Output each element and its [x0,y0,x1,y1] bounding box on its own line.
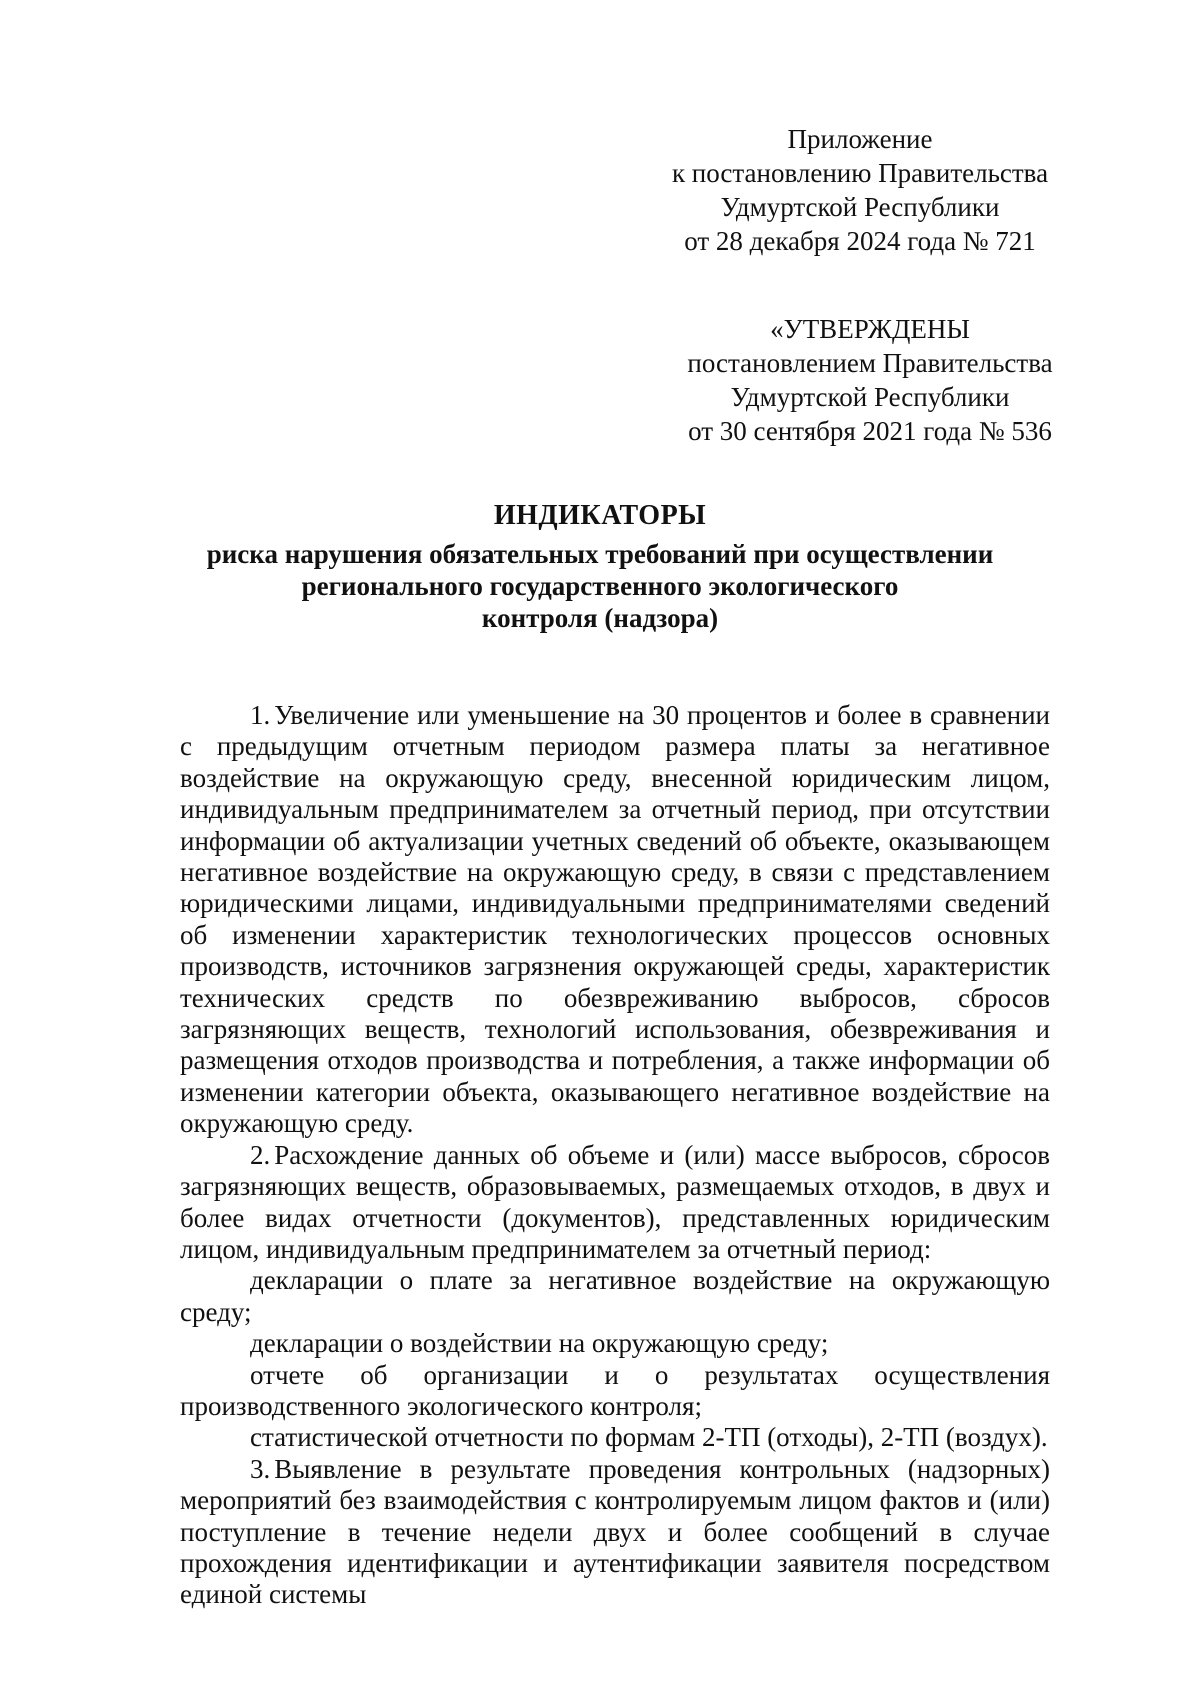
list-item [180,1360,1050,1423]
paragraph-number: 2. [250,1139,271,1170]
paragraph-text: Выявление в результате проведения контрольных (надзорных) мероприятий без взаимодействия с контролируемым лицом фактов и (или) поступление в течение недели двух и более сообщений в случае прохождения идентификации и аутентификации заявителя посредством единой системы [180,1453,1050,1610]
list-item-text: отчете об организации и о результатах осуществления производственного экологического контроля; [180,1359,1050,1421]
document-title [150,500,1050,634]
appendix-line: Удмуртской Республики [720,192,1000,222]
approved-line: постановлением Правительства [687,348,1053,378]
title-subline: регионального государственного экологического [301,571,899,601]
document-body [180,700,1050,1611]
paragraph [180,1454,1050,1611]
paragraph-text: Расхождение данных об объеме и (или) массе выбросов, сбросов загрязняющих веществ, образовываемых, размещаемых отходов, в двух и более видах отчетности (документов), представленных юридическим лицом, индивидуальным предпринимателем за отчетный период: [180,1139,1050,1264]
title-subline: контроля (надзора) [481,603,719,633]
list-item [180,1422,1050,1453]
paragraph-number: 1. [250,700,271,730]
list-item-text: статистической отчетности по формам 2-ТП (отходы), 2-ТП (воздух). [250,1422,1048,1453]
list-item [180,1328,1050,1359]
list-item-text: декларации о воздействии на окружающую среду; [250,1328,829,1359]
paragraph-text: Увеличение или уменьшение на 30 процентов и более в сравнении с предыдущим отчетным периодом размера платы за негативное воздействие на окружающую среду, внесенной юридическим лицом, индивидуальным предпринимателем за отчетный период, при отсутствии информации об актуализации учетных сведений об объекте, оказывающем негативное воздействие на окружающую среду, в связи с представлением юридическими лицами, индивидуальными предпринимателями сведений об изменении характеристик технологических процессов основных производств, источников загрязнения окружающей среды, характеристик технических средств по обезвреживанию выбросов, сбросов загрязняющих веществ, технологий использования, обезвреживания и размещения отходов производства и потребления, а также информации об изменении категории объекта, оказывающего негативное воздействие на окружающую среду. [180,700,1050,1139]
list-item [180,1265,1050,1328]
approved-header [650,312,1090,448]
title-subline: риска нарушения обязательных требований при осуществлении [206,539,994,569]
approved-line: «УТВЕРЖДЕНЫ [770,314,970,344]
title-heading: ИНДИКАТОРЫ [493,500,707,531]
appendix-header [650,122,1070,258]
paragraph-number: 3. [250,1453,271,1484]
appendix-line: Приложение [787,124,933,154]
list-item-text: декларации о плате за негативное воздействие на окружающую среду; [180,1265,1050,1327]
appendix-line: к постановлению Правительства [671,158,1049,188]
appendix-date-line: от 28 декабря 2024 года № 721 [684,226,1036,256]
paragraph [180,700,1050,1140]
approved-date-line: от 30 сентября 2021 года № 536 [688,416,1052,446]
approved-line: Удмуртской Республики [730,382,1010,412]
paragraph [180,1140,1050,1266]
